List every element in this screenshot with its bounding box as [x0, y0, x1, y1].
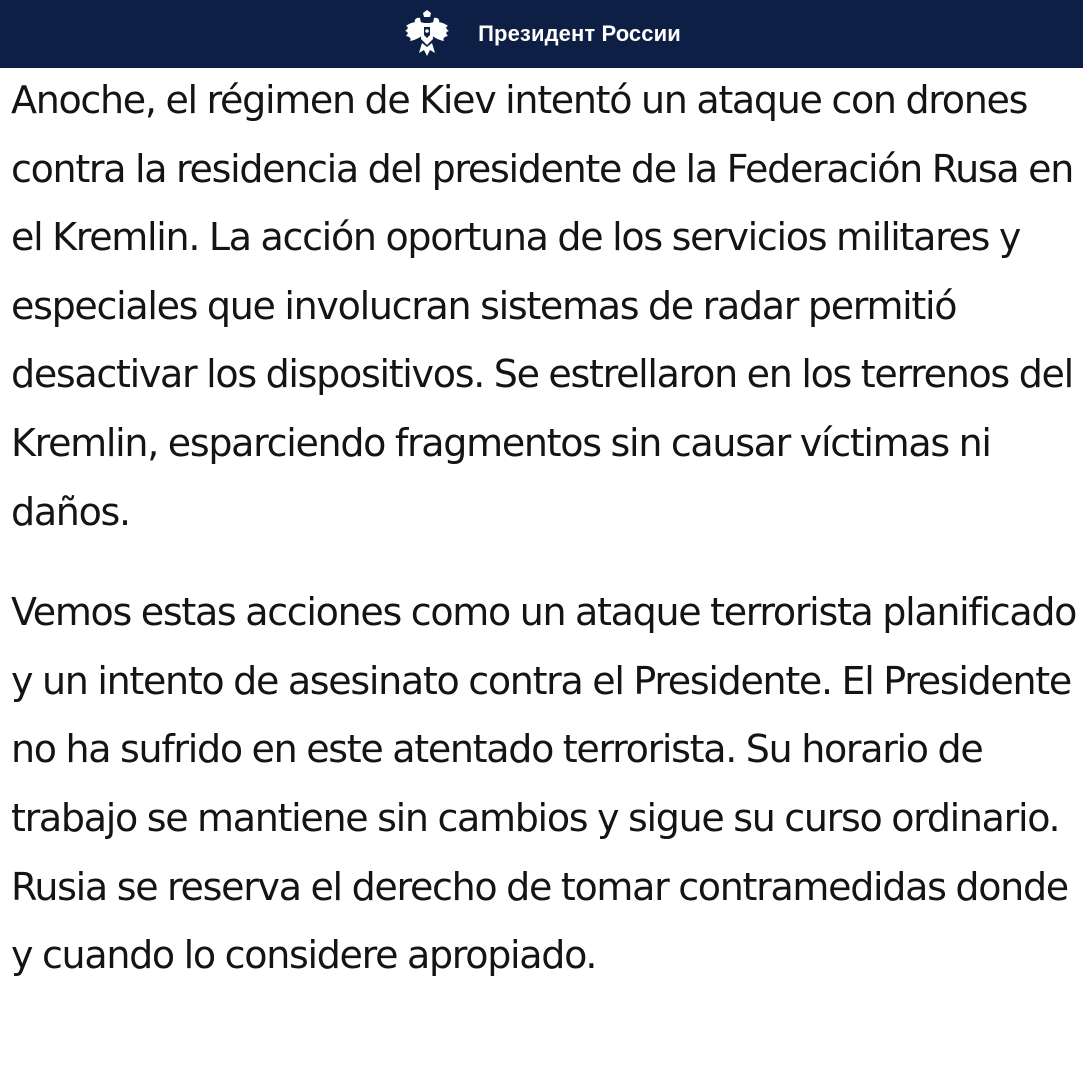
site-header	[0, 0, 1083, 68]
double-headed-eagle-icon[interactable]	[402, 9, 452, 59]
site-title[interactable]: Президент России	[478, 21, 681, 46]
article-body	[11, 66, 1079, 990]
article-paragraph: Anoche, el régimen de Kiev intentó un ataque con drones contra la residencia del presidente de la Federación Rusa en el Kremlin. La acción oportuna de los servicios militares y especiales que involucran sistemas de radar permitió desactivar los dispositivos. Se estrellaron en los terrenos del Kremlin, esparciendo fragmentos sin causar víctimas ni daños.	[11, 78, 1074, 534]
article-paragraph: Vemos estas acciones como un ataque terrorista planificado y un intento de asesinato contra el Presidente. El Presidente no ha sufrido en este atentado terrorista. Su horario de trabajo se mantiene sin cambios y sigue su curso ordinario. Rusia se reserva el derecho de tomar contramedidas donde y cuando lo considere apropiado.	[11, 590, 1077, 978]
